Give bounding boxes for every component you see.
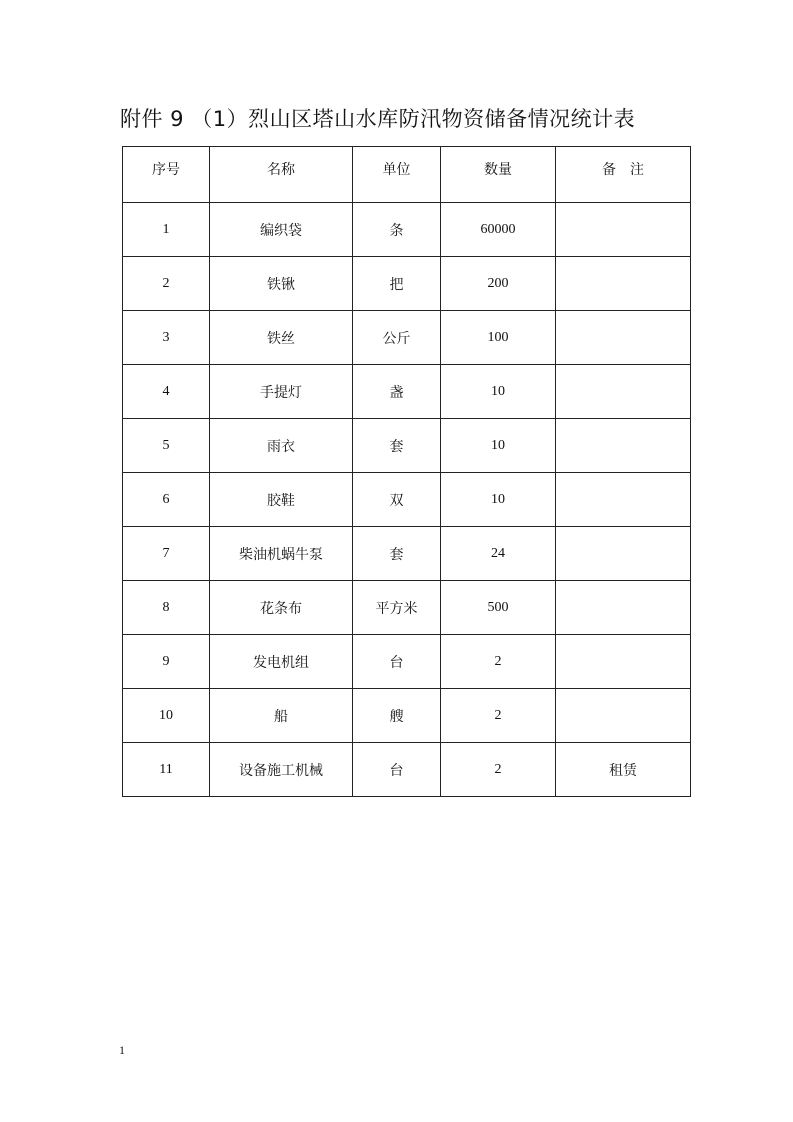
table-row [123, 419, 691, 473]
cell-no: 8 [123, 581, 210, 635]
table-row [123, 473, 691, 527]
cell-name: 手提灯 [210, 365, 353, 419]
cell-note [556, 689, 691, 743]
cell-qty: 2 [441, 743, 556, 797]
cell-name: 铁锹 [210, 257, 353, 311]
cell-no: 4 [123, 365, 210, 419]
cell-qty: 2 [441, 635, 556, 689]
cell-qty: 100 [441, 311, 556, 365]
cell-name: 设备施工机械 [210, 743, 353, 797]
page-number: 1 [119, 1043, 125, 1057]
cell-name: 发电机组 [210, 635, 353, 689]
table-row [123, 689, 691, 743]
cell-name: 雨衣 [210, 419, 353, 473]
cell-no: 7 [123, 527, 210, 581]
cell-unit: 条 [353, 203, 441, 257]
cell-note [556, 473, 691, 527]
flood-supplies-table [122, 146, 691, 797]
cell-name: 胶鞋 [210, 473, 353, 527]
cell-unit: 双 [353, 473, 441, 527]
cell-name: 柴油机蜗牛泵 [210, 527, 353, 581]
table-row [123, 743, 691, 797]
cell-qty: 10 [441, 473, 556, 527]
cell-qty: 24 [441, 527, 556, 581]
cell-no: 6 [123, 473, 210, 527]
cell-note [556, 581, 691, 635]
cell-no: 3 [123, 311, 210, 365]
cell-unit: 平方米 [353, 581, 441, 635]
cell-note [556, 311, 691, 365]
cell-name: 编织袋 [210, 203, 353, 257]
cell-unit: 套 [353, 419, 441, 473]
cell-qty: 2 [441, 689, 556, 743]
cell-unit: 盏 [353, 365, 441, 419]
cell-unit: 套 [353, 527, 441, 581]
table-row [123, 203, 691, 257]
cell-unit: 艘 [353, 689, 441, 743]
cell-note [556, 527, 691, 581]
cell-unit: 公斤 [353, 311, 441, 365]
cell-no: 5 [123, 419, 210, 473]
cell-name: 船 [210, 689, 353, 743]
cell-qty: 10 [441, 365, 556, 419]
header-name: 名称 [210, 147, 353, 203]
cell-unit: 台 [353, 635, 441, 689]
cell-no: 11 [123, 743, 210, 797]
cell-note: 租赁 [556, 743, 691, 797]
table-row [123, 635, 691, 689]
cell-no: 1 [123, 203, 210, 257]
table-row [123, 527, 691, 581]
header-unit: 单位 [353, 147, 441, 203]
cell-name: 铁丝 [210, 311, 353, 365]
cell-note [556, 419, 691, 473]
cell-qty: 60000 [441, 203, 556, 257]
header-note: 备 注 [556, 147, 691, 203]
cell-unit: 台 [353, 743, 441, 797]
cell-no: 2 [123, 257, 210, 311]
cell-qty: 200 [441, 257, 556, 311]
cell-note [556, 257, 691, 311]
table-row [123, 581, 691, 635]
table-row [123, 311, 691, 365]
cell-qty: 500 [441, 581, 556, 635]
header-qty: 数量 [441, 147, 556, 203]
table-row [123, 257, 691, 311]
table-row [123, 365, 691, 419]
header-no: 序号 [123, 147, 210, 203]
cell-qty: 10 [441, 419, 556, 473]
cell-note [556, 365, 691, 419]
cell-note [556, 635, 691, 689]
cell-no: 10 [123, 689, 210, 743]
cell-unit: 把 [353, 257, 441, 311]
cell-no: 9 [123, 635, 210, 689]
cell-name: 花条布 [210, 581, 353, 635]
cell-note [556, 203, 691, 257]
table-header-row [123, 147, 691, 203]
page-title: 附件 9 （1）烈山区塔山水库防汛物资储备情况统计表 [120, 107, 636, 131]
